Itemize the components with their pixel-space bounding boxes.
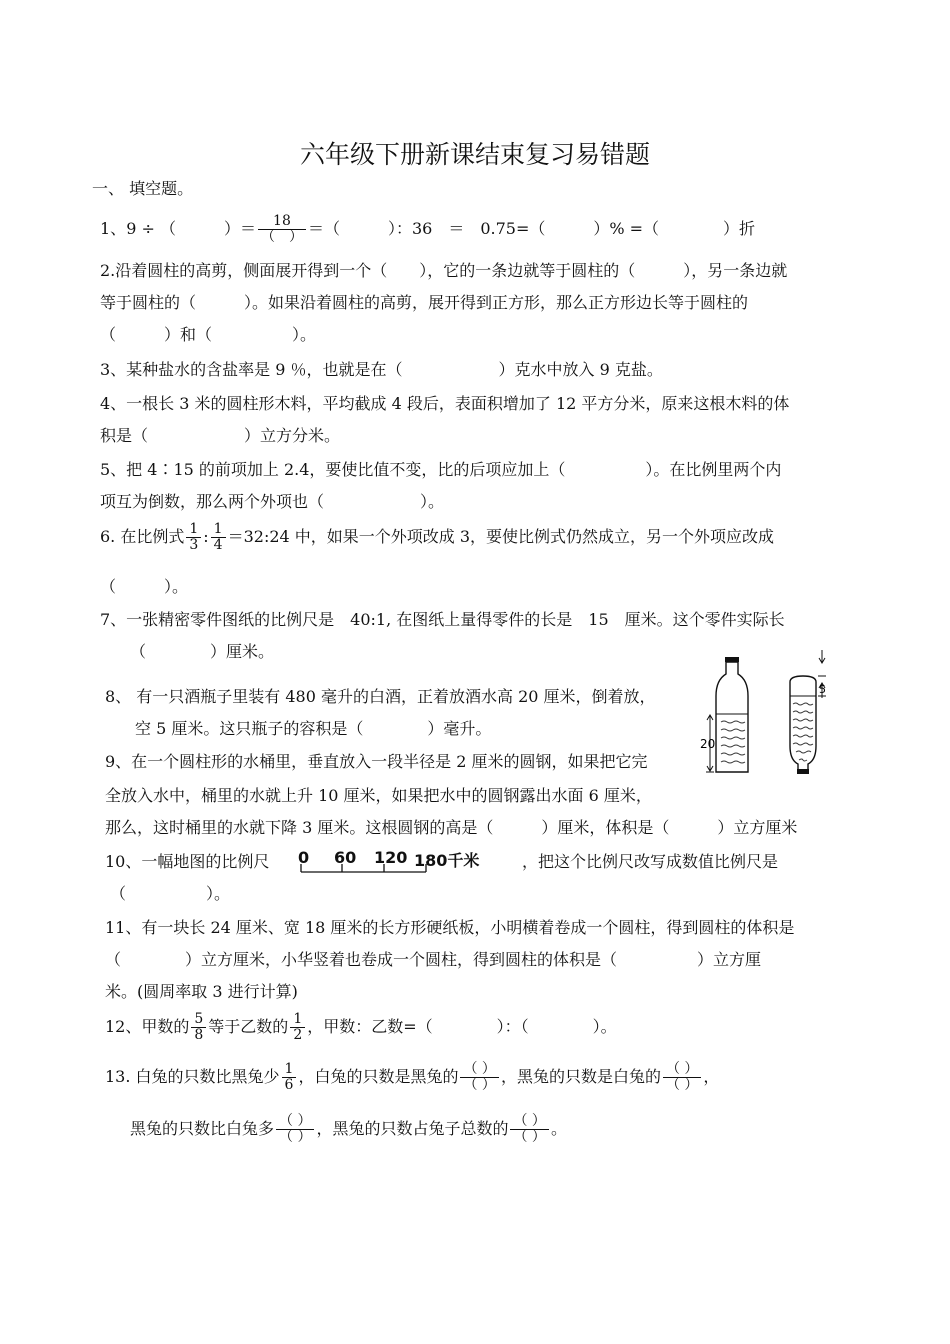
scale-line — [296, 862, 436, 874]
question-text: 黑兔的只数比白兔多 — [130, 1119, 275, 1138]
height-label-20: 20 — [700, 737, 716, 751]
ratio-separator: : — [203, 527, 209, 546]
question-4-line-1: 4、一根长 3 米的圆柱形木料，平均截成 4 段后，表面积增加了 12 平方分米，原来这根木料的体 — [100, 394, 790, 413]
fraction-numerator: 1 — [186, 522, 201, 538]
fraction-denominator: 3 — [189, 537, 199, 553]
question-12 — [105, 1012, 617, 1043]
question-7-line-2: （ ）厘米。 — [130, 642, 275, 661]
fraction-numerator: （ ） — [460, 1062, 498, 1078]
question-text: ，甲数：乙数=（ ）：（ ）。 — [307, 1017, 617, 1036]
fraction-denominator: 4 — [213, 537, 223, 553]
blank-fraction — [460, 1062, 498, 1093]
question-4-line-2: 积是（ ）立方分米。 — [100, 426, 341, 445]
question-3: 3、某种盐水的含盐率是 9 ％，也就是在（ ）克水中放入 9 克盐。 — [100, 360, 663, 379]
question-text: ＝32:24 中，如果一个外项改成 3，要使比例式仍然成立，另一个外项应改成 — [227, 527, 775, 546]
question-text: 6. 在比例式 — [100, 527, 185, 546]
gap-label-5: 5 — [819, 683, 826, 696]
blank-fraction — [663, 1062, 701, 1093]
section-heading: 一、 填空题。 — [92, 179, 194, 198]
question-6 — [100, 522, 774, 553]
question-text: 。 — [550, 1119, 567, 1138]
question-11-line-3: 米。(圆周率取 3 进行计算) — [105, 982, 298, 1001]
upright-bottle — [706, 657, 748, 772]
fraction-numerator: （ ） — [510, 1114, 548, 1130]
fraction — [191, 1012, 206, 1043]
blank-fraction — [510, 1114, 548, 1145]
question-11-line-1: 11、有一块长 24 厘米、宽 18 厘米的长方形硬纸板，小明横着卷成一个圆柱，得到圆柱的体积是 — [105, 918, 795, 937]
question-5-line-2: 项互为倒数，那么两个外项也（ ）。 — [100, 492, 445, 511]
question-8-line-2: 空 5 厘米。这只瓶子的容积是（ ）毫升。 — [135, 719, 492, 738]
question-10-line-2: （ ）。 — [110, 884, 231, 903]
question-text: ，白兔的只数是黑兔的 — [298, 1067, 459, 1086]
fraction-denominator: （ ） — [665, 1077, 699, 1093]
fraction-numerator: 5 — [191, 1012, 206, 1028]
inverted-bottle — [790, 650, 826, 774]
fraction-numerator: 18 — [258, 214, 306, 230]
question-5-line-1: 5、把 4∶15 的前项加上 2.4，要使比值不变，比的后项应加上（ ）。在比例里两个内 — [100, 460, 782, 479]
fraction — [211, 522, 226, 553]
question-2-line-3: （ ）和（ ）。 — [100, 325, 317, 344]
question-9-line-1: 9、在一个圆柱形的水桶里，垂直放入一段半径是 2 厘米的圆钢，如果把它完 — [105, 752, 648, 771]
question-9-line-3: 那么，这时桶里的水就下降 3 厘米。这根圆钢的高是（ ）厘米，体积是（ ）立方厘米 — [105, 818, 798, 837]
question-8-line-1: 8、 有一只酒瓶子里装有 480 毫升的白酒，正着放酒水高 20 厘米，倒着放， — [105, 687, 656, 706]
fraction-denominator: （ ） — [279, 1129, 312, 1145]
question-10-prefix: 10、一幅地图的比例尺 — [105, 852, 270, 871]
question-7-line-1: 7、一张精密零件图纸的比例尺是 40:1, 在图纸上量得零件的长是 15 厘米。这个零件实际长 — [100, 610, 785, 629]
scale-tick-label: 0 — [298, 848, 310, 867]
question-text: ＝（ ）：36 ＝ 0.75=（ ）% =（ ）折 — [307, 219, 756, 238]
question-number: 1、 — [100, 219, 127, 238]
scale-tick-label: 120 — [374, 848, 408, 867]
question-6-line-2: （ ）。 — [100, 577, 189, 596]
question-text: 9 ÷ （ ）＝ — [126, 219, 256, 238]
fraction — [258, 214, 306, 245]
question-text: 13. 白兔的只数比黑兔少 — [105, 1067, 280, 1086]
fraction-numerator: （ ） — [663, 1062, 701, 1078]
question-11-line-2: （ ）立方厘米，小华竖着也卷成一个圆柱，得到圆柱的体积是（ ）立方厘 — [105, 950, 762, 969]
question-text: ，黑兔的只数是白兔的 — [500, 1067, 661, 1086]
question-9-line-2: 全放入水中，桶里的水就上升 10 厘米，如果把水中的圆钢露出水面 6 厘米， — [105, 786, 652, 805]
question-10-suffix: ，把这个比例尺改写成数值比例尺是 — [522, 852, 779, 871]
fraction-denominator: 2 — [293, 1027, 303, 1043]
question-13-line-2 — [130, 1114, 567, 1145]
question-1 — [100, 214, 755, 245]
fraction-denominator: 8 — [194, 1027, 204, 1043]
fraction — [282, 1062, 297, 1093]
bottle-diagram — [700, 648, 840, 778]
fraction-numerator: 1 — [211, 522, 226, 538]
question-2-line-2: 等于圆柱的（ ）。如果沿着圆柱的高剪，展开得到正方形，那么正方形边长等于圆柱的 — [100, 293, 749, 312]
blank-fraction — [276, 1114, 314, 1145]
fraction-denominator: 6 — [284, 1077, 294, 1093]
question-13-line-1 — [105, 1062, 719, 1093]
fraction-numerator: （ ） — [276, 1114, 314, 1130]
fraction-numerator: 1 — [290, 1012, 305, 1028]
question-text: ， — [703, 1067, 720, 1086]
fraction — [186, 522, 201, 553]
fraction-numerator: 1 — [282, 1062, 297, 1078]
fraction-denominator: （ ） — [260, 229, 303, 245]
page-title: 六年级下册新课结束复习易错题 — [299, 140, 650, 169]
question-text: 12、甲数的 — [105, 1017, 190, 1036]
scale-tick-label: 60 — [334, 848, 357, 867]
question-2-line-1: 2.沿着圆柱的高剪，侧面展开得到一个（ ），它的一条边就等于圆柱的（ ），另一条边就 — [100, 261, 788, 280]
question-text: 等于乙数的 — [208, 1017, 289, 1036]
scale-tick-label: 180千米 — [414, 851, 480, 870]
fraction — [290, 1012, 305, 1043]
scale-bar — [296, 848, 486, 876]
fraction-denominator: （ ） — [463, 1077, 496, 1093]
question-text: ，黑兔的只数占兔子总数的 — [316, 1119, 509, 1138]
fraction-denominator: （ ） — [513, 1129, 546, 1145]
